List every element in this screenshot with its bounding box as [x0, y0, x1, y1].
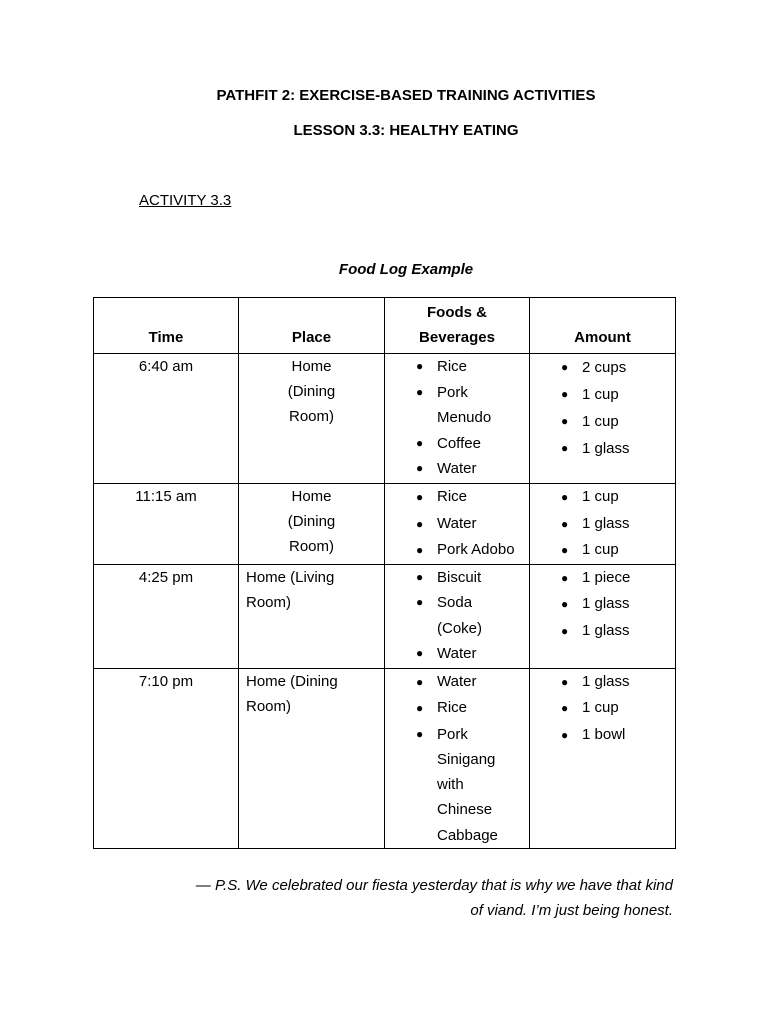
- bullet-icon: ●: [416, 359, 424, 373]
- bullet-icon: ●: [561, 597, 569, 611]
- list-item: ● Pork Adobo: [385, 537, 529, 564]
- bullet-icon: ●: [416, 646, 424, 660]
- list-item: ● 1 glass: [530, 511, 675, 538]
- list-item: ● Coffee: [385, 431, 529, 457]
- foods-cell: [385, 668, 530, 848]
- list-item: ● 1 cup: [530, 408, 675, 435]
- list-item: ● Biscuit: [385, 565, 529, 591]
- list-item: ● 1 cup: [530, 695, 675, 722]
- bullet-icon: ●: [561, 623, 569, 638]
- place-cell: Home (Dining Room): [239, 484, 385, 565]
- list-item: ● 1 bowl: [530, 722, 675, 749]
- food-log-table: [93, 297, 676, 849]
- bullet-icon: ●: [561, 543, 569, 557]
- header-foods: [385, 298, 530, 354]
- list-item: ● 2 cups: [530, 354, 675, 381]
- list-item: ● 1 cup: [530, 484, 675, 511]
- postscript-line-2: of viand. I’m just being honest.: [470, 902, 673, 919]
- bullet-icon: ●: [561, 490, 569, 504]
- list-item: ● Rice: [385, 695, 529, 722]
- list-item: ● 1 cup: [530, 381, 675, 408]
- bullet-icon: ●: [561, 701, 569, 715]
- bullet-icon: ●: [561, 727, 569, 742]
- header-foods-line2: Beverages: [419, 329, 495, 346]
- list-item: ● Water: [385, 511, 529, 538]
- bullet-icon: ●: [561, 441, 569, 455]
- header-place: Place: [239, 298, 385, 354]
- time-cell: 11:15 am: [94, 484, 239, 565]
- bullet-icon: ●: [416, 569, 424, 584]
- bullet-icon: ●: [416, 384, 424, 399]
- activity-label: ACTIVITY 3.3: [139, 192, 232, 209]
- amount-cell: [530, 564, 676, 668]
- list-item: ● Water: [385, 669, 529, 696]
- table-header-row: [94, 298, 676, 354]
- list-item: ● Water: [385, 641, 529, 667]
- bullet-icon: ●: [416, 435, 424, 450]
- place-cell: Home (Dining Room): [239, 668, 385, 848]
- bullet-icon: ●: [416, 595, 424, 609]
- header-time: Time: [94, 298, 239, 354]
- time-cell: 7:10 pm: [94, 668, 239, 848]
- list-item: ● 1 cup: [530, 537, 675, 564]
- list-item: ● 1 glass: [530, 618, 675, 645]
- amount-cell: [530, 354, 676, 484]
- header-foods-line1: Foods &: [427, 304, 487, 321]
- place-cell: Home (Living Room): [239, 564, 385, 668]
- bullet-icon: ●: [561, 360, 569, 374]
- amount-cell: [530, 484, 676, 565]
- table-row: [94, 484, 676, 565]
- bullet-icon: ●: [561, 516, 569, 531]
- foods-cell: [385, 354, 530, 484]
- time-cell: 6:40 am: [94, 354, 239, 484]
- bullet-icon: ●: [416, 490, 424, 504]
- header-amount: Amount: [530, 298, 676, 354]
- bullet-icon: ●: [561, 570, 569, 585]
- course-title: PATHFIT 2: EXERCISE-BASED TRAINING ACTIVITIES: [216, 87, 596, 104]
- table-row: [94, 668, 676, 848]
- table-row: [94, 564, 676, 668]
- list-item: ● Rice: [385, 354, 529, 380]
- list-item: ● 1 glass: [530, 591, 675, 618]
- list-item: ● Pork Menudo: [385, 380, 529, 431]
- list-item: ● Rice: [385, 484, 529, 511]
- time-cell: 4:25 pm: [94, 564, 239, 668]
- bullet-icon: ●: [561, 414, 569, 428]
- lesson-title: LESSON 3.3: HEALTHY EATING: [293, 122, 519, 139]
- foods-cell: [385, 564, 530, 668]
- postscript-line-1: — P.S. We celebrated our fiesta yesterday that is why we have that kind: [195, 877, 673, 894]
- list-item: ● Soda (Coke): [385, 590, 529, 641]
- list-item: ● 1 glass: [530, 669, 675, 696]
- bullet-icon: ●: [416, 461, 424, 475]
- foods-cell: [385, 484, 530, 565]
- list-item: ● 1 glass: [530, 435, 675, 462]
- bullet-icon: ●: [416, 701, 424, 715]
- amount-cell: [530, 668, 676, 848]
- bullet-icon: ●: [561, 674, 569, 689]
- list-item: ● Water: [385, 456, 529, 482]
- table-row: [94, 354, 676, 484]
- bullet-icon: ●: [416, 516, 424, 531]
- bullet-icon: ●: [561, 387, 569, 401]
- bullet-icon: ●: [416, 543, 424, 557]
- bullet-icon: ●: [416, 674, 424, 689]
- list-item: ● Pork Sinigang with Chinese Cabbage: [385, 722, 529, 848]
- table-caption: Food Log Example: [338, 261, 474, 278]
- place-cell: Home (Dining Room): [239, 354, 385, 484]
- list-item: ● 1 piece: [530, 565, 675, 592]
- bullet-icon: ●: [416, 726, 424, 741]
